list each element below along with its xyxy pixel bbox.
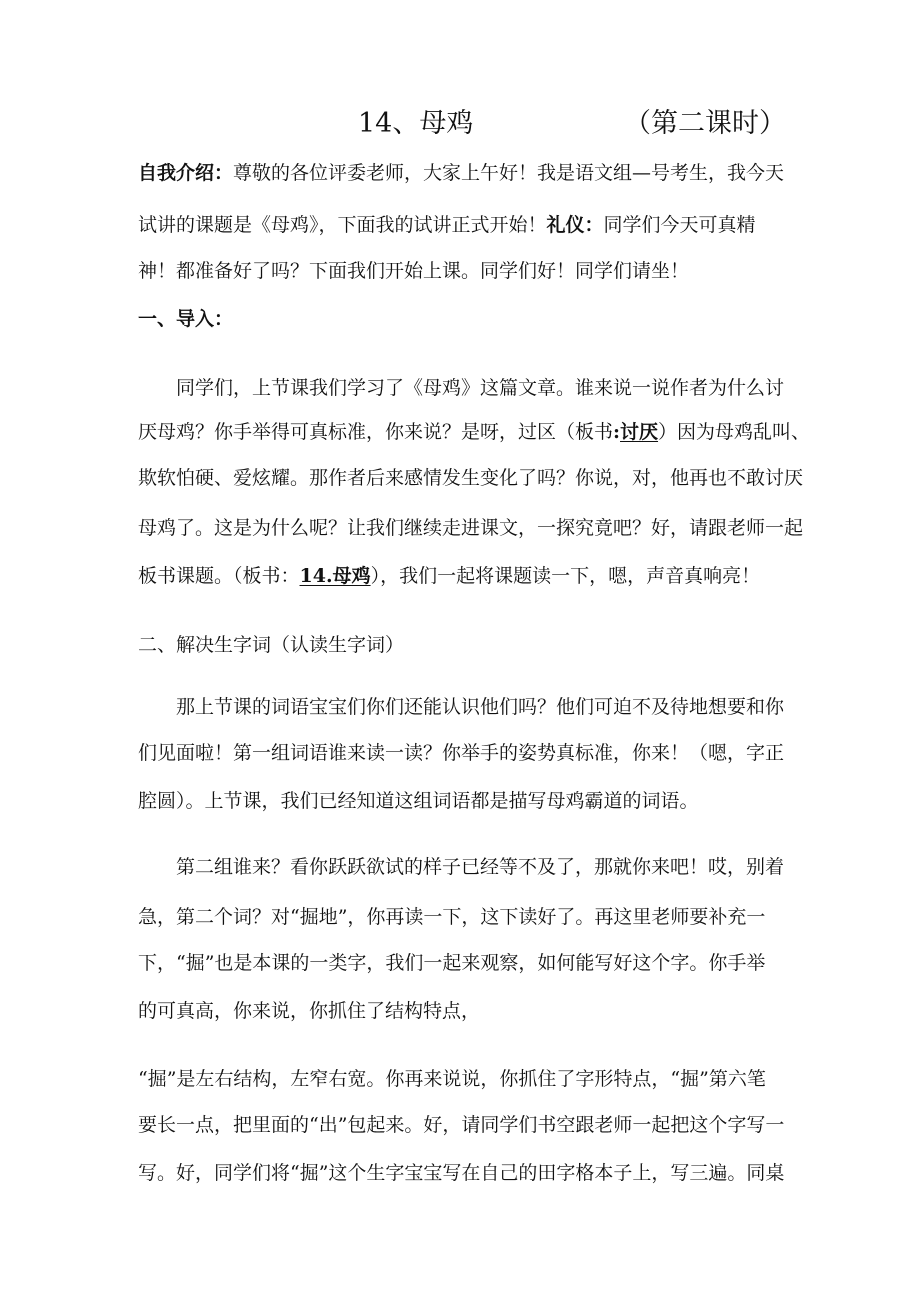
- section1-line-4: [138, 513, 804, 543]
- etiquette-label: 礼仪：: [546, 214, 604, 236]
- board-title: 14.母鸡: [299, 565, 371, 587]
- title-main: 14、母鸡: [358, 108, 474, 139]
- section1-text-5b: ），我们一起将课题读一下，嗯，声音真响亮！: [370, 565, 761, 587]
- section1-line-2: [138, 417, 811, 447]
- intro-text-2a: 试讲的课题是《母鸡》，下面我的试讲正式开始！: [138, 214, 547, 236]
- section1-text-2a: 厌母鸡？你手举得可真标准，你来说？是呀，过区（板书: [138, 421, 614, 443]
- intro-text-1: 尊敬的各位评委老师，大家上午好！我是语文组—号考生，我今天: [233, 162, 785, 184]
- section1-text-5a: 板书课题。（板书：: [138, 565, 300, 587]
- title-period: （第二课时）: [624, 108, 786, 139]
- lesson-title: [0, 104, 920, 144]
- paragraph-1-line-2: 们见面啦！第一组词语谁来读一读？你举手的姿势真标准，你来！（嗯，字正: [138, 742, 785, 764]
- section1-heading: 一、导入：: [138, 308, 234, 330]
- intro-text-2b: 同学们今天可真精: [603, 214, 756, 236]
- paragraph-3-line-2: 要长一点，把里面的“出”包起来。好，请同学们书空跟老师一起把这个字写一: [138, 1114, 785, 1136]
- paragraph-2-line-1: 第二组谁来？看你跃跃欲试的样子已经等不及了，那就你来吧！哎，别着: [176, 856, 785, 878]
- section2-heading: 二、解决生字词（认读生字词）: [138, 634, 405, 656]
- section1-text-1: 同学们，上节课我们学习了《母鸡》这篇文章。谁来说一说作者为什么讨: [176, 377, 785, 399]
- intro-line-1: [138, 158, 798, 188]
- intro-text-3: 神！都准备好了吗？下面我们开始上课。同学们好！同学们请坐！: [138, 260, 690, 282]
- paragraph-2-line-2: 急，第二个词？对“掘地”，你再读一下，这下读好了。再这里老师要补充一: [138, 906, 766, 928]
- section1-line-1: [176, 373, 836, 403]
- intro-label: 自我介绍：: [138, 162, 234, 184]
- intro-line-2: [138, 210, 798, 240]
- paragraph-1-line-1: 那上节课的词语宝宝们你们还能认识他们吗？他们可迫不及待地想要和你: [176, 696, 785, 718]
- board-colon: :: [613, 421, 621, 443]
- paragraph-1-line-3: 腔圆）。上节课，我们已经知道这组词语都是描写母鸡霸道的词语。: [138, 790, 699, 812]
- paragraph-3-line-1: “掘”是左右结构，左窄右宽。你再来说说，你抓住了字形特点，“掘”第六笔: [138, 1068, 766, 1090]
- paragraph-2-line-4: 的可真高，你来说，你抓住了结构特点，: [138, 1000, 481, 1022]
- section1-line-5: [138, 561, 798, 591]
- section1-text-3: 欺软怕硬、爱炫耀。那作者后来感情发生变化了吗？你说，对，他再也不敢讨厌: [138, 467, 804, 489]
- section1-text-4: 母鸡了。这是为什么呢？让我们继续走进课文，一探究竟吧？好，请跟老师一起: [138, 517, 804, 539]
- section1-text-2b: ）因为母鸡乱叫、: [658, 421, 811, 443]
- paragraph-2-line-3: 下，“掘”也是本课的一类字，我们一起来观察，如何能写好这个字。你手举: [138, 952, 766, 974]
- intro-line-3: [138, 256, 798, 286]
- section1-line-3: [138, 463, 804, 493]
- board-word-taoyan: 讨厌: [620, 421, 659, 443]
- paragraph-3-line-3: 写。好，同学们将“掘”这个生字宝宝写在自己的田字格本子上，写三遍。同桌: [138, 1162, 785, 1184]
